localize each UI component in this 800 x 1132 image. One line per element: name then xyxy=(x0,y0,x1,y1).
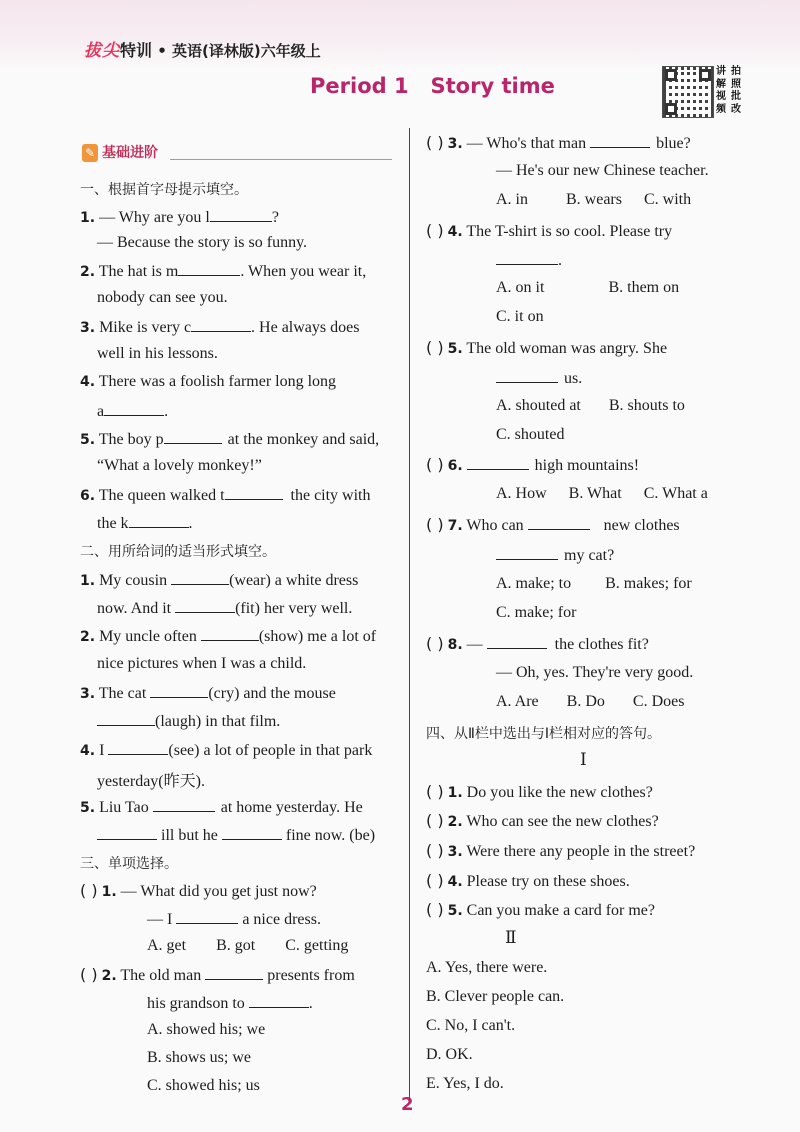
answer-blank[interactable] xyxy=(108,740,168,755)
qr-code-icon[interactable] xyxy=(662,66,714,118)
choice-3-options xyxy=(496,191,691,209)
choice-4-options xyxy=(496,279,679,297)
choice-6: ( ) 6. high mountains! xyxy=(426,455,640,474)
answer-bracket[interactable]: ( ) xyxy=(80,881,98,900)
answer-blank[interactable] xyxy=(171,570,229,585)
page-number: 2 xyxy=(401,1094,414,1115)
choice-5-line-2: us. xyxy=(496,368,582,388)
column-divider xyxy=(409,128,410,1098)
option-a[interactable]: A. on it xyxy=(496,279,545,296)
option-a[interactable]: A. in xyxy=(496,191,528,208)
choice-5-options xyxy=(496,397,685,415)
answer-blank[interactable] xyxy=(129,513,189,528)
brand-name-2: 特训 xyxy=(120,41,153,60)
question-2: 2. The hat is m . When you wear it, xyxy=(80,263,367,280)
question-3: 3. Mike is very c . He always does xyxy=(80,319,360,336)
option-c[interactable]: C. getting xyxy=(285,937,349,954)
choice-7-line-2: my cat? xyxy=(496,545,614,565)
match-1: ( ) 1. Do you like the new clothes? xyxy=(426,782,653,801)
answer-blank[interactable] xyxy=(249,993,309,1008)
answer-blank[interactable] xyxy=(191,317,251,332)
choice-1: ( ) 1. — What did you get just now? xyxy=(80,881,317,900)
answer-blank[interactable] xyxy=(205,965,263,980)
brand-name: 拔尖 xyxy=(84,41,120,61)
answer-blank[interactable] xyxy=(176,909,238,924)
question-4: 4. There was a foolish farmer long long xyxy=(80,373,337,390)
question-5: 5. The boy p at the monkey and said, xyxy=(80,431,380,448)
option-a[interactable]: A. How xyxy=(496,485,547,502)
fill-2: 2. My uncle often (show) me a lot of xyxy=(80,628,377,645)
section-heading-3: 三、单项选择。 xyxy=(80,856,178,872)
fill-4-line-2: yesterday(昨天). xyxy=(97,773,205,790)
answer-bracket[interactable]: ( ) xyxy=(426,811,444,830)
fill-5: 5. Liu Tao at home yesterday. He xyxy=(80,799,363,816)
fill-3: 3. The cat (cry) and the mouse xyxy=(80,685,336,702)
question-5-line-2: “What a lovely monkey!” xyxy=(97,457,262,474)
answer-bracket[interactable]: ( ) xyxy=(426,455,444,474)
choice-3: ( ) 3. — Who's that man blue? xyxy=(426,133,691,152)
option-b[interactable]: B. shouts to xyxy=(608,397,685,414)
answer-blank[interactable] xyxy=(97,825,157,840)
fill-1: 1. My cousin (wear) a white dress xyxy=(80,572,359,589)
section-badge: ✎ 基础进阶 xyxy=(82,142,158,164)
answer-blank[interactable] xyxy=(210,207,272,222)
match-5: ( ) 5. Can you make a card for me? xyxy=(426,900,655,919)
fill-3-line-2: (laugh) in that film. xyxy=(97,711,280,731)
option-c[interactable]: C. it on xyxy=(496,308,544,325)
answer-blank[interactable] xyxy=(104,401,164,416)
answer-blank[interactable] xyxy=(496,250,558,265)
choice-4: ( ) 4. The T-shirt is so cool. Please try xyxy=(426,221,673,240)
option-b[interactable]: B. makes; for xyxy=(605,575,692,592)
answer-b: B. Clever people can. xyxy=(426,988,565,1005)
answer-bracket[interactable]: ( ) xyxy=(80,965,98,984)
page-title: Period 1 Story time xyxy=(310,74,555,98)
answer-bracket[interactable]: ( ) xyxy=(426,634,444,653)
choice-2: ( ) 2. The old man presents from xyxy=(80,965,355,984)
answer-d: D. OK. xyxy=(426,1046,473,1063)
answer-blank[interactable] xyxy=(528,515,590,530)
question-1: 1. — Why are you l ? xyxy=(80,209,279,226)
option-a[interactable]: A. shouted at xyxy=(496,397,581,414)
book-subtitle: • 英语(译林版)六年级上 xyxy=(157,42,321,60)
answer-bracket[interactable]: ( ) xyxy=(426,871,444,890)
pencil-icon: ✎ xyxy=(82,144,98,162)
answer-blank[interactable] xyxy=(201,626,259,641)
choice-2-line-2: his grandson to . xyxy=(147,995,313,1012)
choice-8-options xyxy=(496,693,684,711)
answer-blank[interactable] xyxy=(590,133,650,148)
answer-bracket[interactable]: ( ) xyxy=(426,221,444,240)
answer-blank[interactable] xyxy=(175,598,235,613)
choice-7: ( ) 7. Who can new clothes xyxy=(426,515,680,534)
match-3: ( ) 3. Were there any people in the street? xyxy=(426,841,696,860)
choice-5: ( ) 5. The old woman was angry. She xyxy=(426,338,668,357)
question-3-line-2: well in his lessons. xyxy=(97,345,218,362)
option-a[interactable]: A. get xyxy=(147,937,187,954)
fill-5-line-2: ill but he fine now. (be) xyxy=(97,825,375,845)
fill-1-line-2: now. And it (fit) her very well. xyxy=(97,600,353,617)
column-1-heading: Ⅰ xyxy=(580,750,587,769)
qr-labels: 讲 拍 解 照 视 批 频 改 xyxy=(716,66,741,115)
choice-8: ( ) 8. — the clothes fit? xyxy=(426,634,649,653)
question-4-line-2: a . xyxy=(97,403,169,420)
option-a[interactable]: A. showed his; we xyxy=(147,1021,266,1038)
answer-blank[interactable] xyxy=(225,485,283,500)
answer-blank[interactable] xyxy=(496,368,558,383)
question-6-line-2: the k . xyxy=(97,515,193,532)
column-2-heading: Ⅱ xyxy=(505,928,517,947)
option-a[interactable]: A. make; to xyxy=(496,575,572,592)
answer-bracket[interactable]: ( ) xyxy=(426,133,444,152)
answer-blank[interactable] xyxy=(97,711,155,726)
option-b[interactable]: B. shows us; we xyxy=(147,1049,252,1066)
section-heading-2: 二、用所给词的适当形式填空。 xyxy=(80,544,276,560)
choice-6-options xyxy=(496,485,708,503)
answer-bracket[interactable]: ( ) xyxy=(426,338,444,357)
answer-a: A. Yes, there were. xyxy=(426,959,548,976)
answer-blank[interactable] xyxy=(487,634,547,649)
match-4: ( ) 4. Please try on these shoes. xyxy=(426,871,630,890)
answer-blank[interactable] xyxy=(164,429,222,444)
answer-bracket[interactable]: ( ) xyxy=(426,515,444,534)
answer-blank[interactable] xyxy=(153,797,215,812)
choice-1-options xyxy=(147,937,348,955)
fill-2-line-2: nice pictures when I was a child. xyxy=(97,655,307,672)
section-heading-4: 四、从Ⅱ栏中选出与Ⅰ栏相对应的答句。 xyxy=(426,726,662,742)
option-a[interactable]: A. Are xyxy=(496,693,539,710)
choice-4-line-2: . xyxy=(496,250,562,270)
answer-blank[interactable] xyxy=(496,545,558,560)
option-b[interactable]: B. What xyxy=(568,485,622,502)
option-b[interactable]: B. Do xyxy=(566,693,605,710)
option-c[interactable]: C. shouted xyxy=(496,426,565,443)
option-b[interactable]: B. got xyxy=(216,937,256,954)
question-1-line-2: — Because the story is so funny. xyxy=(97,234,308,251)
answer-e: E. Yes, I do. xyxy=(426,1075,504,1092)
option-b[interactable]: B. wears xyxy=(566,191,622,208)
fill-4: 4. I (see) a lot of people in that park xyxy=(80,742,373,759)
section-heading-1: 一、根据首字母提示填空。 xyxy=(80,182,248,198)
answer-blank[interactable] xyxy=(222,825,282,840)
answer-blank[interactable] xyxy=(467,455,529,470)
match-2: ( ) 2. Who can see the new clothes? xyxy=(426,811,659,830)
option-c[interactable]: C. Does xyxy=(632,693,685,710)
answer-blank[interactable] xyxy=(150,683,208,698)
option-b[interactable]: B. them on xyxy=(608,279,680,296)
choice-1-line-2: — I a nice dress. xyxy=(147,911,321,928)
option-c[interactable]: C. make; for xyxy=(496,604,577,621)
badge-divider xyxy=(170,159,392,160)
option-c[interactable]: C. showed his; us xyxy=(147,1077,260,1094)
choice-7-options xyxy=(496,575,692,593)
answer-bracket[interactable]: ( ) xyxy=(426,841,444,860)
answer-c: C. No, I can't. xyxy=(426,1017,516,1034)
answer-bracket[interactable]: ( ) xyxy=(426,900,444,919)
option-c[interactable]: C. What a xyxy=(643,485,708,502)
book-header xyxy=(84,36,321,61)
question-6: 6. The queen walked t the city with xyxy=(80,487,371,504)
choice-3-line-2: — He's our new Chinese teacher. xyxy=(496,162,709,179)
choice-8-line-2: — Oh, yes. They're very good. xyxy=(496,664,694,681)
option-c[interactable]: C. with xyxy=(643,191,692,208)
answer-bracket[interactable]: ( ) xyxy=(426,782,444,801)
answer-blank[interactable] xyxy=(178,261,240,276)
question-2-line-2: nobody can see you. xyxy=(97,289,228,306)
